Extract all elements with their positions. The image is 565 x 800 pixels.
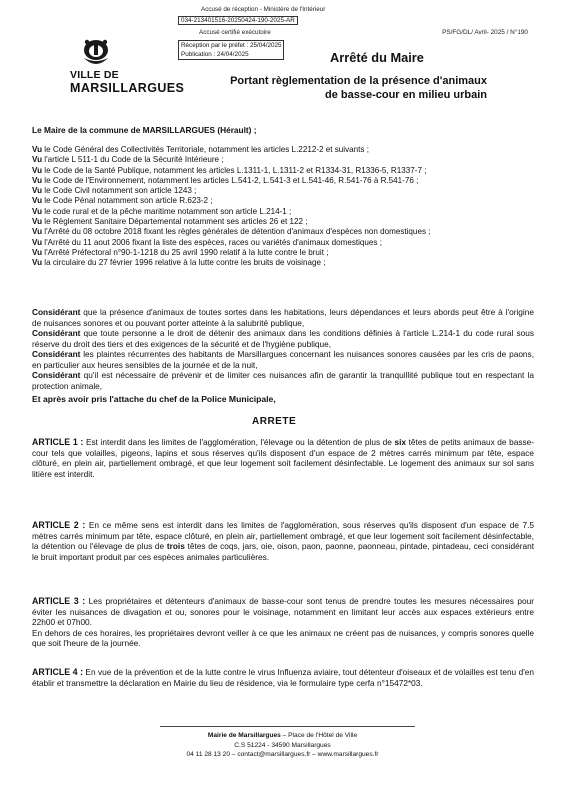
article-3-para-1 (32, 596, 534, 628)
stamp-certified-line: Accusé certifié exécutoire (199, 29, 271, 36)
footer-mairie-name: Mairie de Marsillargues (207, 732, 281, 739)
article-4 (32, 667, 534, 688)
vu-item (32, 176, 537, 186)
vu-item (32, 155, 537, 165)
article-3 (32, 596, 534, 649)
town-label: VILLE DE (70, 69, 119, 81)
article-3-label: ARTICLE 3 : (32, 596, 86, 606)
vu-text: le Code de la Santé Publique, notamment les articles L.1311-1, L.1311-2 et R1334-31, R1336-5, R1337-7 ; (42, 165, 427, 175)
document-reference: PS/FG/DL/ Avril- 2025 / N°190 (442, 29, 528, 36)
vu-text: l'Arrêté du 08 octobre 2018 fixant les règles générales de détention d'animaux d'espèces non domestiques ; (42, 227, 431, 237)
vu-lead: Vu (32, 145, 43, 154)
considerant-text: les plaintes récurrentes des habitants de Marsillargues concernant les nuisances sonores causées par les cris de paons, en particulier aux heures sensibles de la journée et de la nuit, (32, 349, 534, 370)
document-subtitle (230, 74, 487, 102)
vu-list (32, 145, 537, 269)
vu-item (32, 145, 537, 155)
footer-divider (160, 726, 415, 727)
considerant-lead: Considérant (32, 370, 81, 380)
footer-address-line (100, 731, 465, 741)
stamp-receipt-line: Accusé de réception - Ministère de l'Intérieur (201, 6, 326, 13)
vu-item (32, 166, 537, 176)
considerant-item (32, 328, 534, 349)
vu-item (32, 227, 537, 237)
stamp-reference-id: 034-213401516-20250424-190-2025-AR (178, 16, 298, 25)
article-1 (32, 437, 534, 479)
stamp-reception-date: Réception par le préfet : 25/04/2025 (181, 42, 282, 49)
article-3-text-a: Les propriétaires et détenteurs d'animaux de basse-cour sont tenus de prendre toutes les mesures nécessaires pour éviter les nuisances de divagation et ou, sonores pour le voisinage, notamment en limitant leur accès aux espaces extérieurs entre 22h00 et 07h00. (32, 596, 535, 627)
vu-item (32, 258, 537, 268)
vu-item (32, 207, 537, 217)
vu-lead: Vu (32, 237, 43, 247)
considerant-text: que toute personne a le droit de détenir des animaux dans les conditions définies à l'article L.214-1 du code rural sous réserve du droit des tiers et des exigences de la sécurité et de l'hygiène publique, (32, 328, 534, 349)
article-2-text-b: têtes de coqs, jars, oie, oison, paon, paonne, paonneau, pintade, pintadeau, ceci considérant le bruit important produit par ces espèces animales particulières. (32, 541, 534, 562)
article-1-label: ARTICLE 1 : (32, 437, 84, 447)
article-2-label: ARTICLE 2 : (32, 520, 86, 530)
considerant-lead: Considérant (32, 307, 81, 317)
vu-text: le Code Civil notamment son article 1243 ; (42, 186, 197, 196)
vu-text: l'article L 511-1 du Code de la Sécurité Intérieure ; (42, 155, 224, 165)
vu-lead: Vu (32, 206, 43, 216)
vu-item (32, 238, 537, 248)
vu-text: l'Arrêté du 11 aout 2006 fixant la liste des espèces, races ou variétés d'animaux domestiques ; (42, 237, 382, 247)
vu-lead: Vu (32, 155, 43, 165)
article-3-para-2: En dehors de ces horaires, les propriétaires devront veiller à ce que les animaux ne créent pas de nuisances, y compris sonores quelle que soit l'heure de la journée. (32, 627, 534, 648)
article-2-text-a: En ce même sens est interdit dans les limites de l'agglomération, sous réserves qu'ils disposent d'un espace de 7.5 mètres carrés minimum par tête, espace clôturé, en plein air, partiellement ombragé, et que leur logement soit facilement désinfectable, la détention ou l'élevage de plus de (32, 520, 535, 551)
article-4-label: ARTICLE 4 : (32, 667, 84, 677)
document-title: Arrêté du Maire (330, 50, 424, 65)
article-1-text-b: têtes de petits animaux de basse-cour tels que volailles, pigeons, lapins et sous réserves qu'ils disposent d'un espace de 2 mètres carrés minimum par tête, espace clôturé, en plein air, partiellement ombragé, et que leur logement soit facilement désinfectable. Le logement des animaux sur sol sans litière est interdit. (32, 437, 534, 479)
vu-lead: Vu (32, 165, 43, 175)
vu-lead: Vu (32, 186, 43, 196)
vu-item (32, 196, 537, 206)
vu-text: l'Arrêté Préfectoral n°90-1-1218 du 25 avril 1990 relatif à la lutte contre le bruit ; (42, 247, 329, 257)
article-1-text-a: Est interdit dans les limites de l'agglomération, l'élevage ou la détention de plus de (83, 437, 395, 447)
footer-place: – Place de l'Hôtel de Ville (280, 732, 358, 739)
considerant-text: qu'il est nécessaire de prévenir et de limiter ces nuisances afin de garantir la tranquillité publique tout en respectant la protection animale, (32, 370, 534, 391)
stamp-publication-date: Publication : 24/04/2025 (181, 51, 249, 58)
footer (100, 731, 465, 760)
subtitle-line-2: de basse-cour en milieu urbain (325, 89, 487, 101)
town-name: MARSILLARGUES (70, 81, 185, 95)
article-2 (32, 520, 534, 562)
considerant-item (32, 307, 534, 328)
considerant-item (32, 370, 534, 391)
considerant-item (32, 349, 534, 370)
considerant-lead: Considérant (32, 328, 81, 338)
maire-statement: Le Maire de la commune de MARSILLARGUES (Hérault) ; (32, 125, 257, 135)
vu-item (32, 217, 537, 227)
stamp-dates-box (178, 40, 284, 60)
considerant-text: que la présence d'animaux de toutes sortes dans les habitations, leurs dépendances et leurs abords peut être à l'origine de nuisances sonores et ou pouvant porter atteinte à la salubrité publique, (32, 307, 534, 328)
arrete-heading: ARRETE (252, 416, 297, 427)
police-attache-line: Et après avoir pris l'attache du chef de la Police Municipale, (32, 394, 276, 404)
article-4-text: En vue de la prévention et de la lutte contre le virus Influenza aviaire, tout détenteur d'oiseaux et de volailles est tenu d'en établir et transmettre la déclaration en Mairie du lieu de résidence, via le formulaire type cerfa n°15472*03. (32, 667, 535, 688)
article-2-emphasis: trois (166, 541, 185, 551)
footer-postal-line: C.S 51224 - 34590 Marsillargues (234, 741, 331, 749)
vu-text: le Règlement Sanitaire Départemental notamment ses articles 26 et 122 ; (42, 217, 308, 227)
vu-text: le Code de l'Environnement, notamment les articles L.541-2, L.541-3 et L.541-46, R.541-76 à R.541-76 ; (42, 175, 419, 185)
footer-contact-line: 04 11 28 13 20 – contact@marsillargues.fr – www.marsillargues.fr (186, 751, 379, 758)
vu-lead: Vu (32, 196, 43, 206)
vu-text: le Code Général des Collectivités Territoriale, notamment les articles L.2212-2 et suivants ; (42, 145, 369, 154)
vu-item (32, 248, 537, 258)
vu-lead: Vu (32, 175, 43, 185)
vu-text: le Code Pénal notamment son article R.623-2 ; (42, 196, 213, 206)
vu-text: le code rural et de la pêche maritime notamment son article L.214-1 ; (42, 206, 292, 216)
considerant-list (32, 307, 534, 391)
vu-lead: Vu (32, 247, 43, 257)
vu-lead: Vu (32, 217, 43, 227)
subtitle-line-1: Portant règlementation de la présence d'animaux (230, 75, 487, 87)
article-1-emphasis: six (394, 437, 407, 447)
vu-item (32, 186, 537, 196)
vu-lead: Vu (32, 258, 43, 268)
considerant-lead: Considérant (32, 349, 81, 359)
vu-text: la circulaire du 27 février 1996 relative à la lutte contre les bruits de voisinage ; (42, 258, 326, 268)
vu-lead: Vu (32, 227, 43, 237)
